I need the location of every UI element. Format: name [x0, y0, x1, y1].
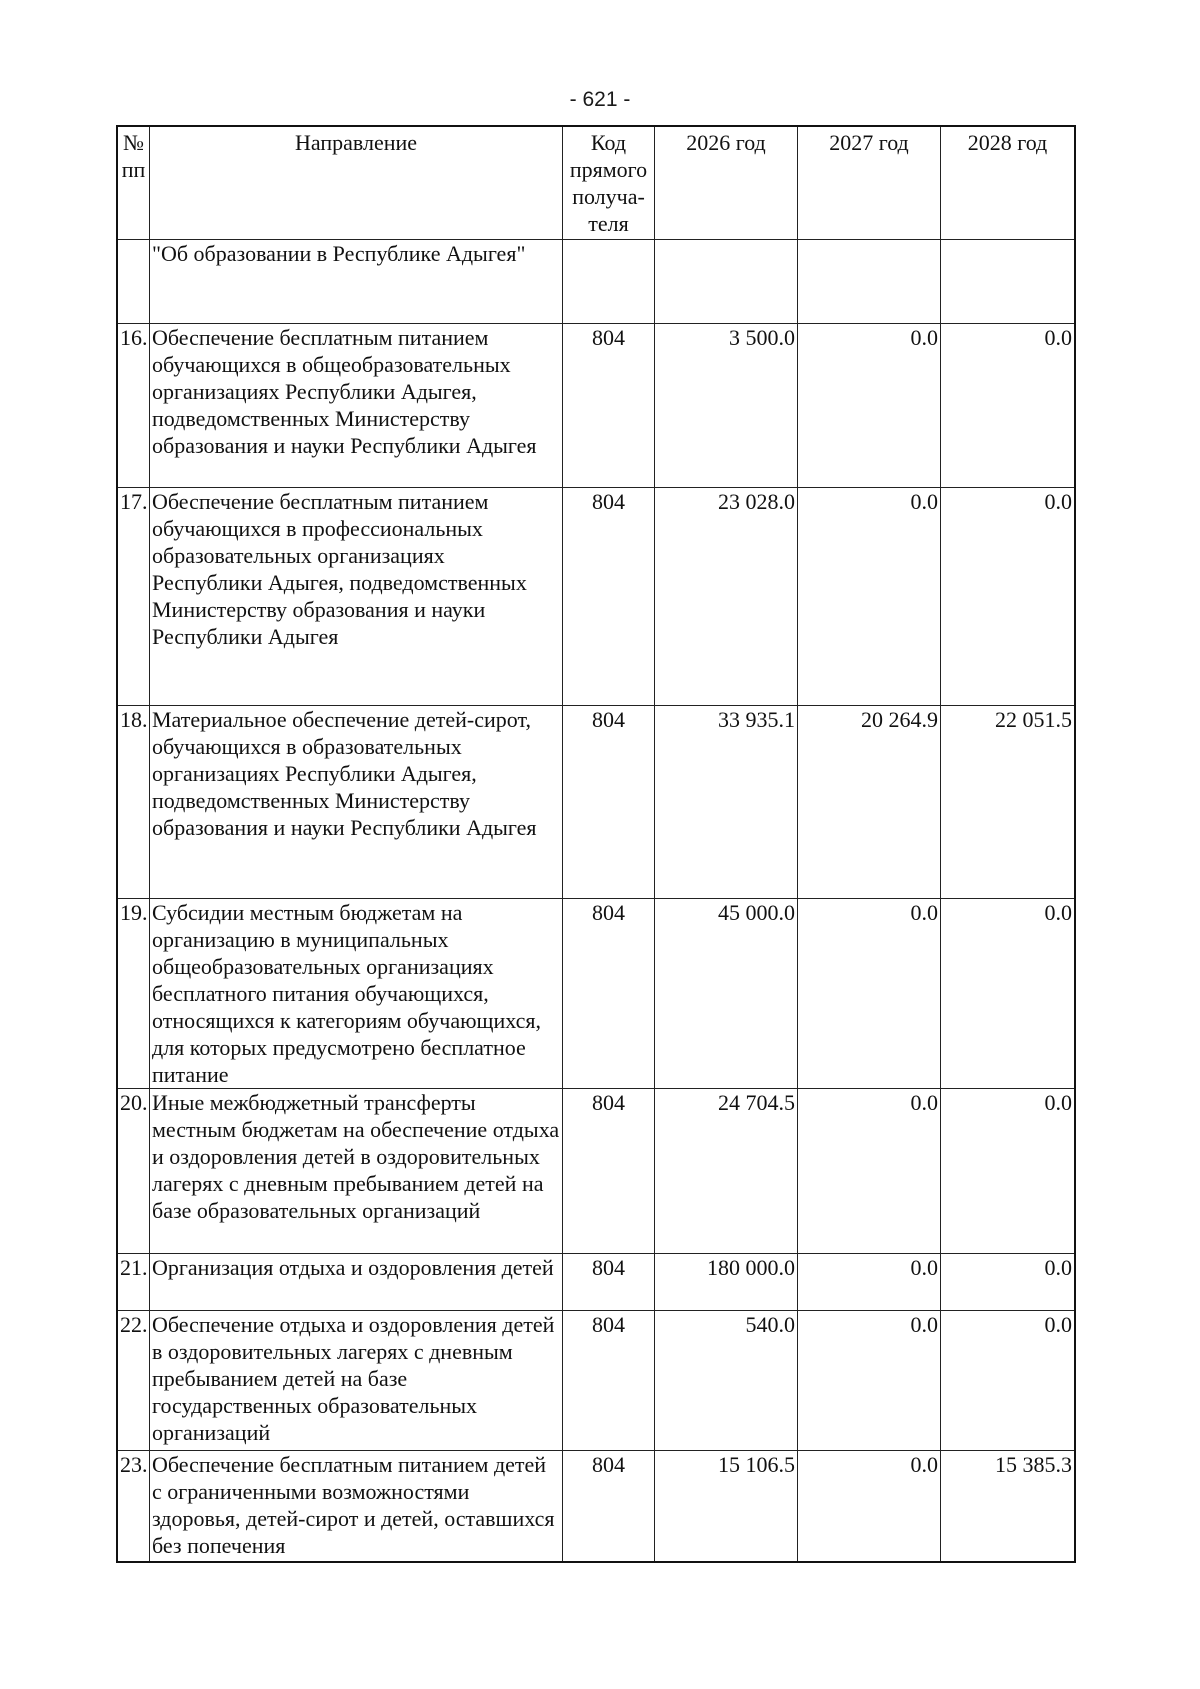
row-direction: Обеспечение бесплатным питанием обучающихся в профессиональных образовательных организациях Республики Адыгея, подведомственных Министерству образования и науки Республики Адыгея: [150, 487, 563, 705]
row-code: 804: [563, 1450, 655, 1562]
continuation-2027-cell: [798, 239, 941, 323]
row-code: 804: [563, 898, 655, 1088]
row-code: 804: [563, 1253, 655, 1310]
table-row: [117, 487, 1075, 705]
row-code: 804: [563, 1310, 655, 1450]
row-num: 20.: [117, 1088, 150, 1253]
row-2028: 0.0: [941, 1088, 1076, 1253]
row-2028: 0.0: [941, 1253, 1076, 1310]
row-2028: 0.0: [941, 898, 1076, 1088]
table-header-row: [117, 126, 1075, 239]
row-2027: 0.0: [798, 1088, 941, 1253]
row-code: 804: [563, 1088, 655, 1253]
budget-table: [116, 125, 1076, 1563]
row-2026: 23 028.0: [655, 487, 798, 705]
header-2028: 2028 год: [941, 126, 1076, 239]
row-2027: 0.0: [798, 898, 941, 1088]
row-2027: 0.0: [798, 1450, 941, 1562]
row-direction: Материальное обеспечение детей-сирот, обучающихся в образовательных организациях Республики Адыгея, подведомственных Министерству образования и науки Республики Адыгея: [150, 705, 563, 898]
row-2027: 20 264.9: [798, 705, 941, 898]
row-2026: 45 000.0: [655, 898, 798, 1088]
continuation-text: "Об образовании в Республике Адыгея": [150, 239, 563, 323]
row-2027: 0.0: [798, 1253, 941, 1310]
row-code: 804: [563, 323, 655, 487]
row-direction: Иные межбюджетный трансферты местным бюджетам на обеспечение отдыха и оздоровления детей в оздоровительных лагерях с дневным пребыванием детей на базе образовательных организаций: [150, 1088, 563, 1253]
header-2026: 2026 год: [655, 126, 798, 239]
row-2028: 0.0: [941, 487, 1076, 705]
row-direction: Обеспечение бесплатным питанием обучающихся в общеобразовательных организациях Республики Адыгея, подведомственных Министерству образования и науки Республики Адыгея: [150, 323, 563, 487]
row-direction: Организация отдыха и оздоровления детей: [150, 1253, 563, 1310]
header-code: Код прямого получа-теля: [563, 126, 655, 239]
row-direction: Обеспечение отдыха и оздоровления детей в оздоровительных лагерях с дневным пребыванием детей на базе государственных образовательных организаций: [150, 1310, 563, 1450]
table-row: [117, 323, 1075, 487]
row-direction: Обеспечение бесплатным питанием детей с ограниченными возможностями здоровья, детей-сирот и детей, оставшихся без попечения: [150, 1450, 563, 1562]
table-row: [117, 1450, 1075, 1562]
header-direction: Направление: [150, 126, 563, 239]
row-direction: Субсидии местным бюджетам на организацию в муниципальных общеобразовательных организациях бесплатного питания обучающихся, относящихся к категориям обучающихся, для которых предусмотрено бесплатное питание: [150, 898, 563, 1088]
header-num: № пп: [117, 126, 150, 239]
row-num: 16.: [117, 323, 150, 487]
row-code: 804: [563, 705, 655, 898]
continuation-code-cell: [563, 239, 655, 323]
table-row: [117, 1088, 1075, 1253]
row-num: 19.: [117, 898, 150, 1088]
row-2027: 0.0: [798, 1310, 941, 1450]
page-number: - 621 -: [569, 88, 631, 111]
row-2026: 15 106.5: [655, 1450, 798, 1562]
row-2028: 22 051.5: [941, 705, 1076, 898]
row-num: 23.: [117, 1450, 150, 1562]
header-2027: 2027 год: [798, 126, 941, 239]
row-2026: 33 935.1: [655, 705, 798, 898]
continuation-2026-cell: [655, 239, 798, 323]
row-2026: 540.0: [655, 1310, 798, 1450]
row-2027: 0.0: [798, 487, 941, 705]
row-2028: 0.0: [941, 1310, 1076, 1450]
row-2027: 0.0: [798, 323, 941, 487]
continuation-num-cell: [117, 239, 150, 323]
row-2026: 180 000.0: [655, 1253, 798, 1310]
row-2026: 3 500.0: [655, 323, 798, 487]
row-2028: 15 385.3: [941, 1450, 1076, 1562]
row-num: 22.: [117, 1310, 150, 1450]
table-row-continuation: [117, 239, 1075, 323]
row-code: 804: [563, 487, 655, 705]
table-row: [117, 1253, 1075, 1310]
table-row: [117, 705, 1075, 898]
row-num: 21.: [117, 1253, 150, 1310]
row-num: 18.: [117, 705, 150, 898]
table-row: [117, 1310, 1075, 1450]
row-num: 17.: [117, 487, 150, 705]
table-row: [117, 898, 1075, 1088]
row-2028: 0.0: [941, 323, 1076, 487]
row-2026: 24 704.5: [655, 1088, 798, 1253]
continuation-2028-cell: [941, 239, 1076, 323]
